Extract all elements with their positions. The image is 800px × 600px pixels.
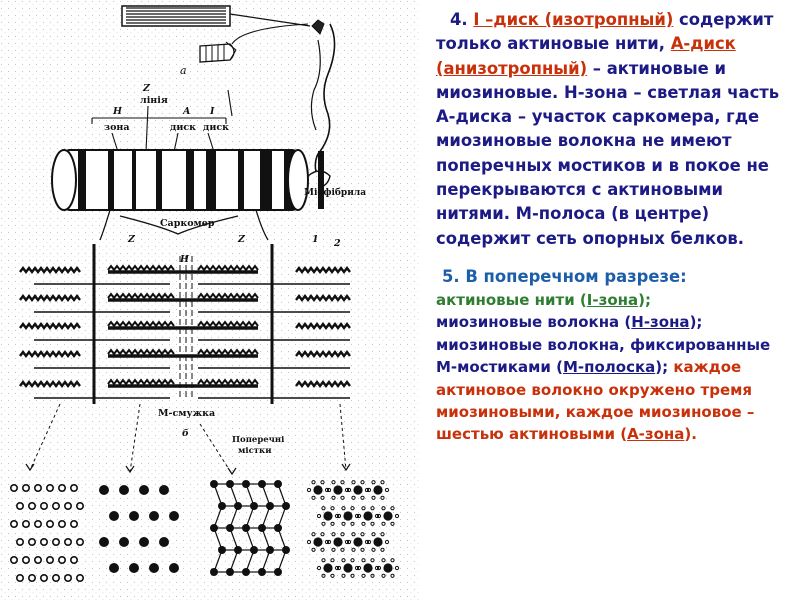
myosin-dot	[169, 511, 179, 521]
myofibril-band	[186, 151, 194, 209]
myosin-dot	[383, 563, 392, 572]
term-i-zone: I-зона	[586, 290, 639, 309]
myosin-dot	[323, 511, 332, 520]
myosin-dot	[333, 537, 342, 546]
myosin-dot	[159, 537, 169, 547]
p5-actin-text: актиновые нити (	[436, 290, 587, 309]
myosin-dot	[373, 537, 382, 546]
p4-text-2: – актиновые и миозиновые. H-зона – светлая часть А-диска – участок саркомера, где миозиновые волокна не имеют поперечных мостиков и в покое не перекрываются с актиновыми нитями. М-полоса (в центре) содержит сеть опорных белков.	[436, 58, 780, 248]
term-h-zone: Н-зона	[631, 313, 690, 332]
paragraph-4	[436, 8, 796, 251]
fig-label-a: а	[180, 64, 187, 77]
myosin-dot	[373, 485, 382, 494]
myosin-dot	[383, 511, 392, 520]
p5-heading: 5. В поперечном разрезе:	[442, 266, 687, 286]
myosin-dot	[343, 563, 352, 572]
explanation-text	[436, 8, 796, 446]
fig-label-num-2: 2	[334, 238, 341, 249]
myofibril-cylinder	[52, 150, 324, 210]
myosin-dot	[313, 537, 322, 546]
fig-label-m-line: М-смужка	[158, 408, 216, 419]
myosin-dot	[363, 563, 372, 572]
fig-label-z-line: лінія	[140, 95, 168, 106]
fig-label-a-letter: A	[183, 106, 191, 117]
fig-label-h-mid: H	[180, 254, 189, 265]
myofibril-band	[156, 151, 162, 209]
myosin-dot	[149, 563, 159, 573]
myosin-dot	[129, 563, 139, 573]
myosin-dot	[343, 511, 352, 520]
myosin-dot	[169, 563, 179, 573]
fig-label-b: б	[182, 428, 189, 439]
myosin-dot	[313, 485, 322, 494]
myosin-dot	[129, 511, 139, 521]
p5-separator: );	[655, 358, 674, 377]
fig-label-num-1: 1	[312, 234, 319, 245]
myofibril-band	[132, 151, 136, 209]
fig-label-z-left: Z	[128, 234, 135, 245]
myosin-dot	[323, 563, 332, 572]
fig-label-z-right: Z	[238, 234, 245, 245]
myosin-dot	[99, 485, 109, 495]
lattice-node	[274, 568, 282, 576]
myosin-dot	[353, 537, 362, 546]
p5-surround-text: каждое актиновое волокно окружено тремя миозиновыми, каждое миозиновое – шестью актиновыми (	[436, 358, 755, 444]
myosin-dot	[159, 485, 169, 495]
term-i-disk: I –диск (изотропный)	[473, 10, 674, 29]
fig-label-a-disk: диск	[170, 122, 197, 133]
myofibril-band	[318, 151, 324, 209]
myosin-dot	[333, 485, 342, 494]
myofibril-band	[260, 151, 272, 209]
fig-label-myofibril: Міофібрила	[304, 188, 367, 198]
myosin-dot	[139, 485, 149, 495]
p4-text-1: содержит только актиновые нити,	[436, 10, 774, 54]
myofibril-band	[78, 151, 86, 209]
p5-myosin-text: миозиновые волокна (	[436, 313, 632, 332]
myosin-dot	[149, 511, 159, 521]
fig-label-cross-bridges-1: Поперечні	[232, 435, 285, 445]
p4-label: 4.	[450, 10, 474, 29]
myosin-dot	[353, 485, 362, 494]
fig-label-i-letter: I	[210, 106, 215, 117]
myofibril-band	[238, 151, 244, 209]
fig-label-h-zone: зона	[104, 122, 130, 133]
myosin-dot	[99, 537, 109, 547]
term-a-zone: А-зона	[627, 425, 685, 444]
paragraph-5	[436, 265, 796, 446]
term-a-disk: А-диск (анизотропный)	[436, 34, 736, 78]
myosin-dot	[119, 485, 129, 495]
myosin-dot	[109, 511, 119, 521]
fig-label-sarcomere: Саркомер	[160, 218, 215, 229]
fig-label-h: H	[113, 106, 122, 117]
fig-label-cross-bridges-2: містки	[238, 446, 272, 456]
term-m-band: М-полоска	[562, 358, 656, 377]
myosin-dot	[363, 511, 372, 520]
myofibril-band	[108, 151, 114, 209]
p5-myosin-fixed-text: ); миозиновые волокна, фиксированные М-мостиками (	[436, 313, 771, 377]
myosin-dot	[119, 537, 129, 547]
myosin-dot	[109, 563, 119, 573]
p5-end: ).	[684, 425, 697, 444]
myofibril-band	[206, 151, 216, 209]
p5-actin-end: );	[638, 290, 651, 309]
myosin-dot	[139, 537, 149, 547]
fig-label-z: Z	[143, 83, 150, 94]
fig-label-i-disk: диск	[203, 122, 230, 133]
